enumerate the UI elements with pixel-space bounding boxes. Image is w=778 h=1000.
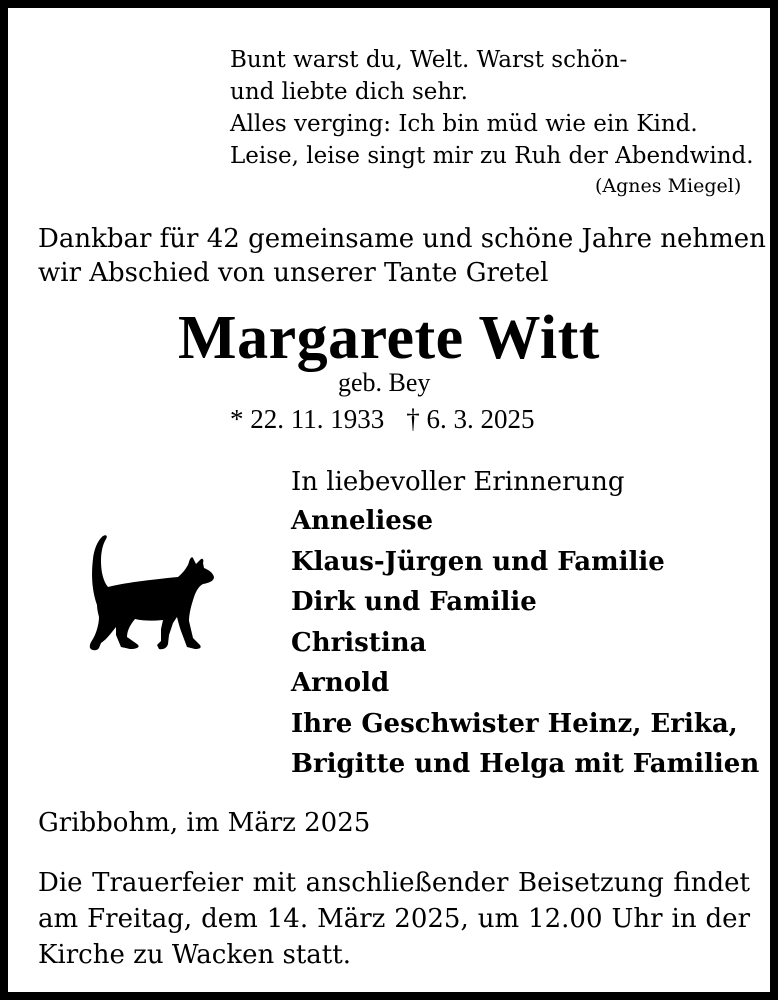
cat-silhouette-icon bbox=[83, 531, 218, 653]
family-member: Klaus-Jürgen und Familie bbox=[291, 546, 665, 577]
poem-author: (Agnes Miegel) bbox=[595, 175, 742, 197]
family-member: Brigitte und Helga mit Familien bbox=[291, 749, 760, 779]
family-member: Arnold bbox=[291, 668, 390, 698]
poem-line: Alles verging: Ich bin müd wie ein Kind. bbox=[230, 111, 698, 137]
deceased-name: Margarete Witt bbox=[178, 304, 600, 372]
funeral-line: Die Trauerfeier mit anschließender Beisetzung findet bbox=[38, 868, 750, 898]
family-member: Dirk und Familie bbox=[291, 587, 537, 617]
poem-line: und liebte dich sehr. bbox=[230, 79, 468, 105]
family-member: Anneliese bbox=[291, 506, 433, 536]
poem bbox=[230, 44, 760, 197]
funeral-line: Kirche zu Wacken statt. bbox=[38, 940, 351, 970]
intro-line: wir Abschied von unserer Tante Gretel bbox=[38, 258, 549, 288]
poem-line: Bunt warst du, Welt. Warst schön- bbox=[230, 47, 628, 73]
maiden-name: geb. Bey bbox=[338, 368, 431, 397]
family-member: Christina bbox=[291, 627, 427, 658]
intro-line: Dankbar für 42 gemeinsame und schöne Jahre nehmen bbox=[38, 224, 766, 254]
life-dates bbox=[230, 404, 535, 435]
poem-line: Leise, leise singt mir zu Ruh der Abendwind. bbox=[230, 143, 754, 169]
death-date: † 6. 3. 2025 bbox=[406, 404, 535, 434]
place-date: Gribbohm, im März 2025 bbox=[38, 808, 371, 838]
funeral-line: am Freitag, dem 14. März 2025, um 12.00 Uhr in der bbox=[38, 904, 750, 934]
birth-date: * 22. 11. 1933 bbox=[230, 404, 385, 434]
family-list bbox=[291, 463, 759, 785]
funeral-info bbox=[38, 865, 750, 973]
family-member: Ihre Geschwister Heinz, Erika, bbox=[291, 708, 738, 739]
intro-text bbox=[38, 222, 766, 290]
remembrance-heading: In liebevoller Erinnerung bbox=[291, 467, 625, 497]
